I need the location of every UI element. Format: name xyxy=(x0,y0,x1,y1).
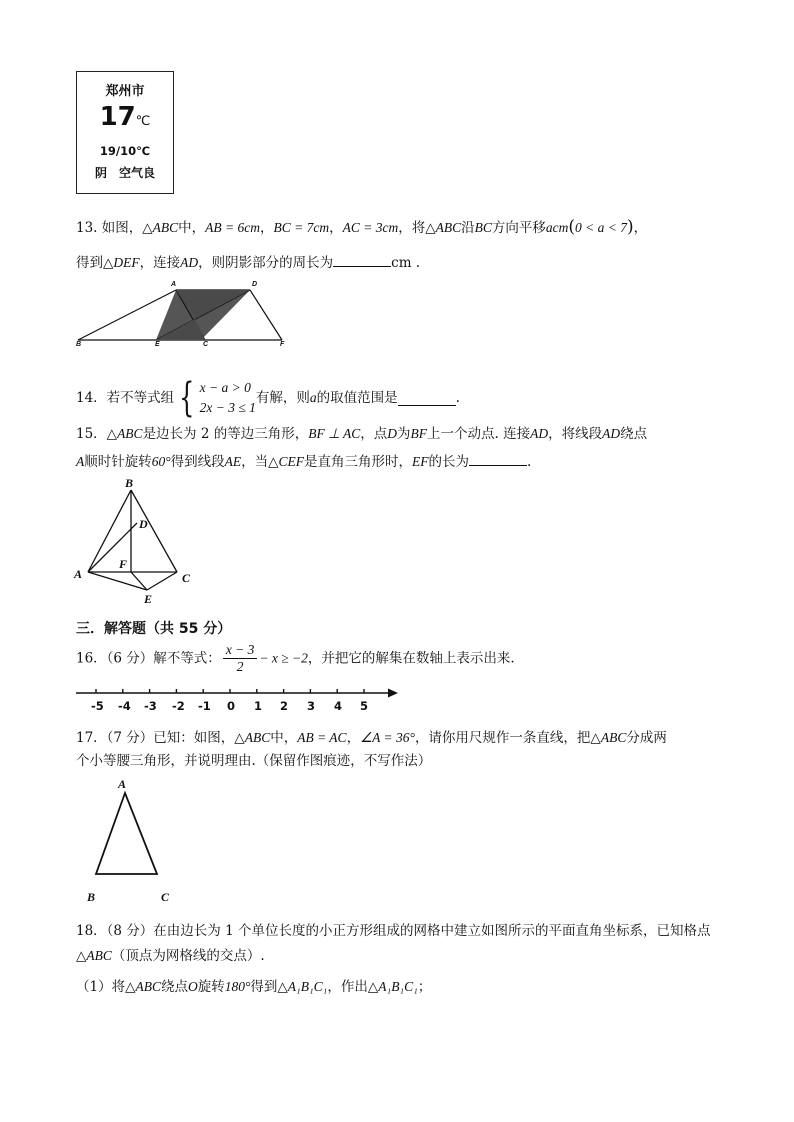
q14 xyxy=(76,375,460,421)
q13-text: 沿 xyxy=(461,220,475,236)
label-c: C xyxy=(203,341,209,348)
tick-label: -5 xyxy=(91,699,104,713)
q13-bc: BC = 7cm xyxy=(273,220,330,235)
tick-label: 0 xyxy=(227,699,236,713)
q15-text: 顺时针旋转 xyxy=(84,454,152,470)
label-b: B xyxy=(87,890,96,904)
label-e: E xyxy=(155,341,160,348)
label-a: A xyxy=(74,567,83,581)
q14-text: . xyxy=(455,390,460,406)
q14-text: 有解，则 xyxy=(255,390,310,406)
q18-text: △ xyxy=(76,948,87,964)
q15-abc: ABC xyxy=(117,426,143,441)
q15-text: 上一个动点. 连接 xyxy=(427,426,531,442)
q15-text: . xyxy=(527,454,532,470)
isosceles-triangle xyxy=(96,793,157,874)
q15-ae: AE xyxy=(224,454,242,469)
q13-acm: acm xyxy=(545,220,569,235)
q15-ef: EF xyxy=(412,454,429,469)
answer-blank[interactable] xyxy=(469,451,527,466)
tick-label: -1 xyxy=(198,699,211,713)
q13-ac: AC = 3cm xyxy=(342,220,399,235)
weather-temp-value: 17 xyxy=(99,102,136,132)
q15-cef: CEF xyxy=(278,454,305,469)
tick-label: 3 xyxy=(307,699,316,713)
number-line-arrow xyxy=(388,689,398,698)
q18-sub1 xyxy=(76,977,431,997)
q15-text: ，当△ xyxy=(241,454,279,470)
line-ce xyxy=(147,572,177,590)
q18-deg: 180° xyxy=(224,979,251,994)
weather-temp-unit: ℃ xyxy=(135,114,151,129)
q15-text: ，将线段 xyxy=(548,426,603,442)
q18-text: 得到△ xyxy=(250,979,288,995)
q13-text: 中， xyxy=(178,220,206,236)
q18-text: （1）将△ xyxy=(76,979,136,995)
q15-ad: AD xyxy=(530,426,549,441)
q14-ineq1: x − a > 0 xyxy=(199,380,251,395)
q18-abc: ABC xyxy=(86,948,112,963)
q15-ad2: AD xyxy=(602,426,621,441)
q15-bf-ac: BF ⊥ AC xyxy=(308,426,361,441)
q14-ineq2: 2x − 3 ≤ 1 xyxy=(199,400,256,415)
weather-city: 郑州市 xyxy=(105,84,145,99)
q13-text: 方向平移 xyxy=(491,220,546,236)
q16-numerator: x − 3 xyxy=(223,642,258,659)
q15-d: D xyxy=(387,426,397,441)
q15-text: 绕点 xyxy=(620,426,648,442)
tick-label: 4 xyxy=(334,699,343,713)
q17-angle: ∠A = 36° xyxy=(360,730,415,745)
weather-temp xyxy=(77,102,173,132)
q16-expr: − x ≥ −2 xyxy=(259,650,308,666)
label-f: F xyxy=(280,341,285,348)
q14-text: 的取值范围是 xyxy=(316,390,398,406)
q13-ad: AD xyxy=(180,255,199,270)
figure-17 xyxy=(85,780,175,885)
label-b: B xyxy=(76,341,82,348)
q16 xyxy=(76,642,515,675)
label-d: D xyxy=(252,281,258,288)
figure-13 xyxy=(70,280,295,350)
q13-text: ，将△ xyxy=(398,220,436,236)
q13-text: cm . xyxy=(391,255,421,271)
q15-deg: 60° xyxy=(151,454,171,469)
q17-text: 中， xyxy=(270,730,298,746)
q17-line1 xyxy=(76,728,667,748)
q18-text: 绕点 xyxy=(160,979,188,995)
q16-text: ，并把它的解集在数轴上表示出来. xyxy=(307,650,515,667)
weather-card xyxy=(76,71,174,194)
q17-line2: 个小等腰三角形，并说明理由.（保留作图痕迹，不写作法） xyxy=(76,753,432,769)
label-c: C xyxy=(182,571,191,585)
label-a: A xyxy=(118,777,127,791)
line-df xyxy=(250,290,282,340)
q13-text: ， xyxy=(633,220,648,236)
q14-text: 14．若不等式组 xyxy=(76,390,175,406)
q18-a1b1c1: A₁B₁C₁ xyxy=(287,979,328,994)
label-e: E xyxy=(144,592,153,606)
weather-condition: 阴 空气良 xyxy=(94,166,155,180)
q15-text: 是直角三角形时， xyxy=(304,454,413,470)
tick-label: -2 xyxy=(172,699,185,713)
q15-text: 的长为 xyxy=(428,454,470,470)
label-b: B xyxy=(125,476,134,490)
q13-bc-dir: BC xyxy=(474,220,492,235)
answer-blank[interactable] xyxy=(398,391,456,406)
q15-bf: BF xyxy=(410,426,427,441)
q18-text: （顶点为网格线的交点）. xyxy=(111,948,265,964)
q13-abc: ABC xyxy=(435,220,462,235)
q13-abc: ABC xyxy=(152,220,179,235)
tick-label: -4 xyxy=(118,699,131,713)
tick-label: 1 xyxy=(254,699,263,713)
answer-blank[interactable] xyxy=(333,252,391,267)
weather-range: 19/10℃ xyxy=(99,144,151,158)
q16-denominator: 2 xyxy=(236,659,244,674)
q18-abc: ABC xyxy=(135,979,161,994)
q15-text: 为 xyxy=(397,426,411,442)
q17-text: 17．（7 分）已知：如图，△ xyxy=(76,730,245,746)
q16-fraction xyxy=(223,642,258,675)
tick-label: -3 xyxy=(144,699,157,713)
section-heading: 三．解答题（共 55 分） xyxy=(76,621,232,637)
q16-text: 16．（6 分）解不等式： xyxy=(76,650,221,667)
label-c: C xyxy=(161,890,170,904)
q13-line2 xyxy=(76,252,420,273)
q17-abc: ABC xyxy=(244,730,271,745)
q13-text: ，连接 xyxy=(139,255,181,271)
q18-text: 旋转 xyxy=(197,979,225,995)
q13-ab: AB = 6cm xyxy=(205,220,260,235)
q13-line1: 13. 如图，△ABC中，AB = 6cm，BC = 7cm，AC = 3cm，将△ABC沿BC方向平移acm(0 < a < 7)， xyxy=(76,217,648,237)
q17-eq: AB = AC xyxy=(297,730,347,745)
tick-label: 2 xyxy=(280,699,289,713)
q15-text: 得到线段 xyxy=(170,454,225,470)
figure-15 xyxy=(80,482,190,600)
q13-text: 13. 如图，△ xyxy=(76,220,153,236)
q17-text: ，请你用尺规作一条直线，把△ xyxy=(414,730,601,746)
q13-range: 0 < a < 7 xyxy=(575,220,627,235)
q18-a1b1c1: A₁B₁C₁ xyxy=(378,979,418,994)
inequality-system: { x − a > 0 2x − 3 ≤ 1 xyxy=(179,375,256,421)
q17-abc: ABC xyxy=(600,730,627,745)
q18-text: ，作出△ xyxy=(327,979,379,995)
q17-text: ， xyxy=(346,730,361,746)
q13-def: DEF xyxy=(113,255,140,270)
q13-text: ， xyxy=(260,220,274,236)
q15-text: ，点 xyxy=(360,426,388,442)
q18-line2 xyxy=(76,946,265,966)
q15-text: 是边长为 2 的等边三角形， xyxy=(142,426,309,442)
q13-text: 得到△ xyxy=(76,255,114,271)
q13-text: ，则阴影部分的周长为 xyxy=(198,255,334,271)
tick-label: 5 xyxy=(360,699,369,713)
q18-line1: 18．（8 分）在由边长为 1 个单位长度的小正方形组成的网格中建立如图所示的平面直角坐标系，已知格点 xyxy=(76,923,711,939)
q15-line1 xyxy=(76,424,647,444)
q13-text: ， xyxy=(329,220,343,236)
q18-o: O xyxy=(187,979,198,994)
q15-a: A xyxy=(76,454,85,469)
q17-text: 分成两 xyxy=(626,730,667,746)
q14-a: a xyxy=(309,390,317,405)
line-bc xyxy=(131,490,177,572)
q18-text: ； xyxy=(417,979,432,995)
label-a: A xyxy=(171,281,177,288)
q15-line2 xyxy=(76,451,531,472)
q15-text: 15．△ xyxy=(76,426,118,442)
number-line-labels xyxy=(74,699,404,715)
label-f: F xyxy=(119,557,128,571)
line-ad xyxy=(88,523,137,572)
label-d: D xyxy=(139,517,148,531)
